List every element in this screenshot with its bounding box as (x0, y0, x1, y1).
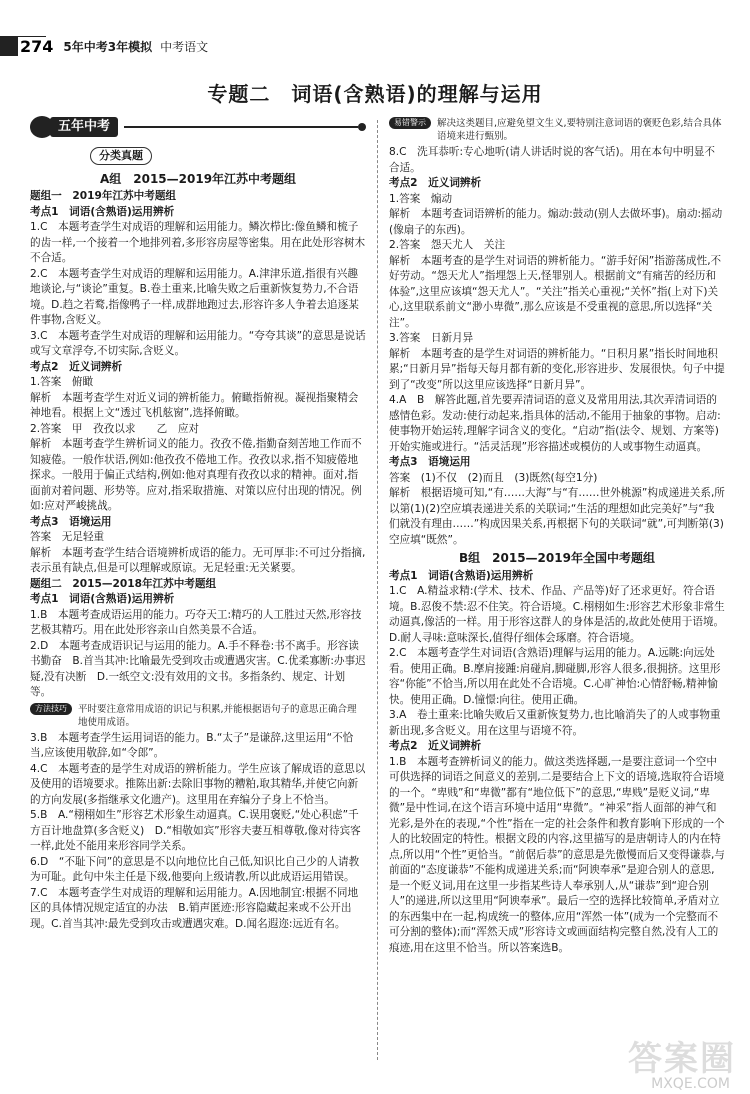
group-heading: A组 2015—2019年江苏中考题组 (99, 171, 297, 186)
right-content (389, 117, 725, 956)
answer-paragraph: 2.答案 怨天尤人 关注 (389, 239, 506, 251)
banner-dot-icon (358, 123, 366, 131)
answer-paragraph: 2.C 本题考查学生对成语的理解和运用能力。A.津津乐道,指很有兴趣地谈论,与“谈论”重复。B.卷土重来,比喻失败之后重新恢复势力,不合语境。D.趋之若鹜,指像鸭子一样,成群地跑过去,形容许多人争着去追逐某件事物,含贬义。 (30, 267, 359, 326)
answer-paragraph: 解析 本题考查学生对近义词的辨析能力。俯瞰指俯视。凝视指聚精会神地看。根据上文“透过飞机舷窗”,选择俯瞰。 (30, 391, 359, 419)
category-tag: 分类真题 (90, 147, 152, 165)
tip-box (30, 703, 366, 729)
banner-rule (124, 126, 358, 128)
tip-badge: 易错警示 (389, 117, 431, 129)
section-heading: 题组一 2019年江苏中考题组 (30, 190, 177, 202)
page-title: 专题二 词语(含熟语)的理解与运用 (207, 82, 543, 106)
answer-paragraph: 4.C 本题考查的是学生对成语的辨析能力。学生应该了解成语的意思以及使用的语境要求。推陈出新:去除旧事物的糟粕,取其精华,并使它向新的方向发展(多指继承文化遗产)。这里用在弃编分子身上不恰当。 (30, 762, 366, 806)
tip-badge: 方法技巧 (30, 703, 72, 715)
subject-title: 中考语文 (160, 39, 209, 54)
answer-paragraph: 1.C A.精益求精:(学术、技术、作品、产品等)好了还求更好。符合语境。B.忍俊不禁:忍不住笑。符合语境。C.栩栩如生:形容艺术形象非常生动逼真,像活的一样。用于形容这群人的身体是活的,故此处使用于语境。D.耐人寻味:意味深长,值得仔细体会琢磨。符合语境。 (389, 585, 725, 644)
answer-paragraph: 1.B 本题考查成语运用的能力。巧夺天工:精巧的人工胜过天然,形容技艺极其精巧。用在此处形容亲山自然美景不合适。 (30, 608, 362, 636)
answer-paragraph: 2.C 本题考查学生对词语(含熟语)理解与运用的能力。A.远眺:向远处看。使用正确。B.摩肩接踵:肩碰肩,脚碰脚,形容人很多,很拥挤。这里形容“你能”不恰当,所以用在此处不合语境。C.心旷神怡:心情舒畅,精神愉快。使用正确。D.憧憬:向往。使用正确。 (389, 647, 721, 706)
answer-paragraph: 8.C 洗耳恭听:专心地听(请人讲话时说的客气话)。用在本句中明显不合适。 (389, 146, 715, 174)
answer-paragraph: 解析 本题考查词语辨析的能力。煽动:鼓动(别人去做坏事)。扇动:摇动(像扇子的东西)。 (389, 208, 723, 236)
section-heading: 考点3 语境运用 (30, 515, 112, 528)
banner-label: 五年中考 (50, 117, 118, 137)
left-content (30, 172, 366, 933)
answer-paragraph: 6.D “不耻下问”的意思是不以向地位比自己低,知识比自己少的人请教为可耻。此句中朱主任是下级,他要向上级请教,所以此成语运用错误。 (30, 855, 360, 883)
answer-paragraph: 解析 本题考查学生辨析词义的能力。孜孜不倦,指勤奋刻苦地工作而不知疲倦。一般作状语,例如:他孜孜不倦地工作。孜孜以求,指不知疲倦地探求。一般用于偏正式结构,例如:他对真理有孜孜以求的精神。面对,指面前对着问题、形势等。应对,指采取措施、对策以应付出现的情况。例如:应对严峻挑战。 (30, 438, 362, 512)
section-heading: 考点1 词语(含熟语)运用辨析 (30, 593, 175, 605)
answer-paragraph: 7.C 本题考查学生对成语的理解和运用能力。A.因地制宜:根据不同地区的具体情况规定适宜的办法 B.销声匿迹:形容隐藏起来或不公开出现。C.首当其冲:最先受到攻击或遭遇灾难。D.闻名遐迩:远近有名。 (30, 886, 359, 930)
answer-paragraph: 3.答案 日新月异 (389, 332, 474, 344)
column-divider (377, 120, 378, 1060)
right-column (389, 115, 725, 956)
answer-paragraph: 4.A B 解答此题,首先要弄清词语的意义及常用用法,其次弄清词语的感情色彩。发动:使行动起来,指具体的活动,不能用于抽象的事物。启动:使事物开始运转,理解字词含义的变化。“启动”指(法令、规划、方案等)开始实施或进行。“活灵活现”形容描述或模仿的人或事物生动逼真。 (389, 394, 721, 453)
section-banner (30, 115, 366, 139)
answer-paragraph: 1.C 本题考查学生对成语的理解和运用能力。鳞次栉比:像鱼鳞和梳子的齿一样,一个接着一个地排列着,多形容房屋等密集。用在此处形容树木不合适。 (30, 221, 366, 264)
section-heading: 考点2 近义词辨析 (30, 360, 123, 373)
answer-paragraph: 1.答案 煽动 (389, 192, 453, 205)
answer-paragraph: 1.B 本题考查辨析词义的能力。做这类选择题,一是要注意词一个空中可供选择的词语之间意义的差别,二是要结合上下文的语境,选取符合语境的一个。“卑贱”和“卑微”都有“地位低下”的意思,“卑贱”是贬义词,“卑微”是中性词,在这个语言环境中适用“卑微”。“神采”指人面部的神气和光彩,是外在的表现,“个性”指在一定的社会条件和教育影响下形成的一个人的比较固定的特性。根据文段的内容,这里描写的是唐朝诗人的内在特点,所以用“个性”更恰当。“前倨后恭”的意思是先傲慢而后又变得谦恭,与前面的“态度谦恭”不能构成递进关系;而“阿谀奉承”是迎合别人的意思,是一个贬义词,用在这里一步指某些诗人奉承别人,从“谦恭”到“迎合别人”的递进,所以这里用“阿谀奉承”。最后一空的选择比较简单,矛盾对立的东西集中在一起,构成统一的整体,应用“浑然一体”(成为一个完整而不可分割的整体);而“浑然天成”形容诗文或画面结构完整自然,没有人工的痕迹,用在这里不恰当。所以答案选B。 (389, 755, 725, 954)
answer-paragraph: 解析 根据语境可知,“有……大海”与“有……世外桃源”构成递进关系,所以第(1)(2)空应填表递进关系的关联词;“生活的理想如此完美好”与“我们就没有理由……”构成因果关系,再根据下句的关联词“就”,可判断第(3)空应填“既然”。 (389, 487, 725, 546)
answer-paragraph: 答案 (1)不仅 (2)而且 (3)既然(每空1分) (389, 471, 598, 484)
group-heading: B组 2015—2019年全国中考题组 (459, 551, 655, 565)
page-number: 274 (20, 36, 54, 56)
answer-paragraph: 2.D 本题考查成语识记与运用的能力。A.手不释卷:书不离手。形容读书勤奋 B.首当其冲:比喻最先受到攻击或遭遇灾害。C.优柔寡断:办事迟疑,没有决断 D.一纸空文:没有效用的文书。多指条约、规定、计划等。 (30, 639, 366, 698)
answer-paragraph: 5.B A.“栩栩如生”形容艺术形象生动逼真。C.误用褒贬,“处心积虑”千方百计地盘算(多含贬义) D.“相敬如宾”形容夫妻互相尊敬,像对待宾客一样,此处不能用来形容同学关系。 (30, 809, 361, 852)
answer-paragraph: 解析 本题考查学生结合语境辨析成语的能力。无可厚非:不可过分指摘,表示虽有缺点,但是可以理解或原谅。无足轻重:无关紧要。 (30, 546, 366, 574)
answer-paragraph: 3.A 卷土重来:比喻失败后又重新恢复势力,也比喻消失了的人或事物重新出现,多含贬义。用在这里与语境不符。 (389, 709, 721, 737)
section-heading: 考点1 词语(含熟语)运用辨析 (389, 569, 534, 582)
watermark-logo: 答案圈 (628, 1039, 736, 1079)
section-heading: 考点2 近义词辨析 (389, 740, 482, 752)
book-title: 5年中考3年模拟 (63, 39, 153, 54)
answer-paragraph: 3.B 本题考查学生运用词语的能力。B.“太子”是谦辞,这里运用“不恰当,应该使用敬辞,如“令郎”。 (30, 731, 354, 759)
section-heading: 考点3 语境运用 (389, 456, 471, 468)
section-heading: 题组二 2015—2018年江苏中考题组 (30, 577, 217, 590)
answer-paragraph: 解析 本题考查的是学生对词语的辨析能力。“游手好闲”指游荡成性,不好劳动。“怨天尤人”指埋怨上天,怪罪别人。根据前文“有痛苦的经历和体验”,这里应该填“怨天尤人”。“关注”指关心重视;“关怀”指(上对下)关心,这里联系前文“渺小卑微”,那么应该是不受重视的意思,所以选择“关注”。 (389, 254, 722, 329)
left-column (30, 115, 366, 932)
answer-paragraph: 2.答案 甲 孜孜以求 乙 应对 (30, 422, 200, 435)
page-header (0, 34, 208, 58)
tip-box (389, 117, 725, 143)
section-heading: 考点2 近义词辨析 (389, 177, 482, 189)
tip-text: 平时要注意常用成语的识记与积累,并能根据语句子的意思正确合理地使用成语。 (78, 703, 357, 728)
answer-paragraph: 3.C 本题考查学生对成语的理解和运用能力。“夸夸其谈”的意思是说话或写文章浮夸,不切实际,含贬义。 (30, 329, 366, 357)
tip-text: 解决这类题目,应避免望文生义,要特别注意词语的褒贬色彩,结合具体语境来进行甄别。 (437, 118, 722, 142)
answer-paragraph: 解析 本题考查的是学生对词语的辨析能力。“日积月累”指长时间地积累;“日新月异”指每天每月都有新的变化,形容进步、发展很快。句子中提到了“改变”所以这里应该选择“日新月异”。 (389, 347, 725, 391)
answer-paragraph: 1.答案 俯瞰 (30, 376, 94, 388)
watermark-url: MXQE.COM (651, 1076, 730, 1092)
answer-paragraph: 答案 无足轻重 (30, 531, 105, 543)
section-heading: 考点1 词语(含熟语)运用辨析 (30, 205, 175, 218)
